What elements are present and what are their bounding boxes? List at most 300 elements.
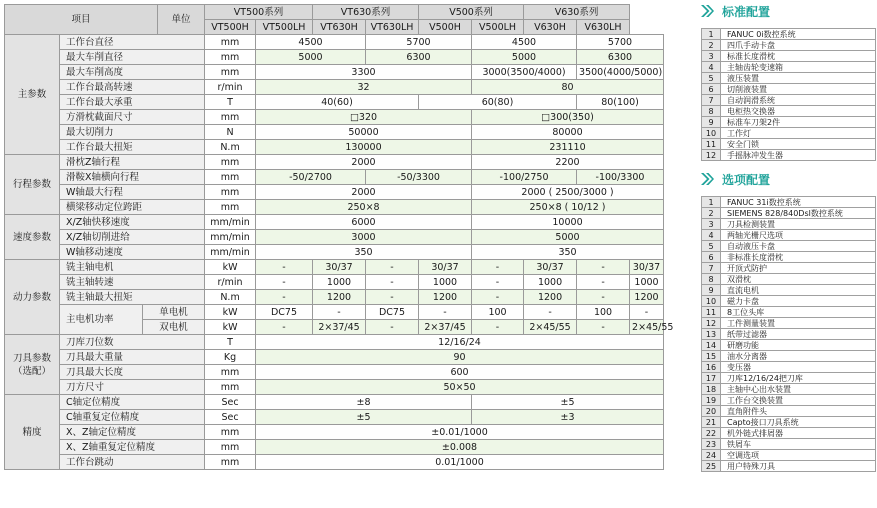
spec-row: [5, 275, 664, 290]
param-name: 横梁移动定位跨距: [60, 200, 205, 215]
param-unit: kW: [205, 260, 256, 275]
param-value: 12/16/24: [256, 335, 664, 350]
param-name: X、Z轴重复定位精度: [60, 440, 205, 455]
param-value: -: [630, 305, 664, 320]
config-item-number: 7: [702, 95, 721, 106]
param-name: X/Z轴切削进给: [60, 230, 205, 245]
param-value: 30/37: [419, 260, 472, 275]
config-item: [702, 106, 876, 117]
param-value: -50/2700: [256, 170, 366, 185]
spec-body: [5, 35, 674, 470]
standard-config-list: [701, 28, 876, 161]
config-item-label: Capto接口刀具系统: [721, 417, 876, 428]
header-series: V500系列: [419, 5, 524, 20]
config-item-label: 主轴齿轮变速箱: [721, 62, 876, 73]
param-name: C轴重复定位精度: [60, 410, 205, 425]
param-name: 主电机功率: [60, 305, 143, 335]
param-value: 30/37: [630, 260, 664, 275]
config-item-label: 工作台交换装置: [721, 395, 876, 406]
param-value: -100/2750: [472, 170, 577, 185]
spec-row: [5, 440, 664, 455]
config-item: [702, 139, 876, 150]
param-value: ±0.008: [256, 440, 664, 455]
header-model: VT630LH: [366, 20, 419, 35]
config-item: [702, 29, 876, 40]
param-value: 1000: [630, 275, 664, 290]
option-config-list: [701, 196, 876, 472]
spec-row: [5, 245, 664, 260]
config-item: [702, 230, 876, 241]
config-item-number: 20: [702, 406, 721, 417]
param-unit: mm: [205, 440, 256, 455]
config-item: [702, 51, 876, 62]
config-item-label: 切削液装置: [721, 84, 876, 95]
config-item-label: 开顶式防护: [721, 263, 876, 274]
config-item: [702, 208, 876, 219]
param-name: 最大切削力: [60, 125, 205, 140]
param-unit: mm: [205, 50, 256, 65]
standard-config-heading: 标准配置: [722, 5, 771, 19]
config-item-number: 7: [702, 263, 721, 274]
config-item: [702, 384, 876, 395]
param-unit: mm: [205, 110, 256, 125]
param-value: ±8: [256, 395, 472, 410]
config-item-number: 6: [702, 252, 721, 263]
config-item-label: 直流电机: [721, 285, 876, 296]
spec-row: [5, 125, 664, 140]
param-name: 工作台直径: [60, 35, 205, 50]
config-item: [702, 40, 876, 51]
param-value: -: [472, 320, 524, 335]
config-item-number: 6: [702, 84, 721, 95]
config-item-label: 机外链式排屑器: [721, 428, 876, 439]
config-item-number: 8: [702, 274, 721, 285]
config-item-number: 1: [702, 29, 721, 40]
config-item: [702, 329, 876, 340]
config-item-number: 17: [702, 373, 721, 384]
header-model: VT500H: [205, 20, 256, 35]
group-label: 刀具参数 （选配）: [5, 335, 60, 395]
config-item: [702, 219, 876, 230]
param-name: 铣主轴转速: [60, 275, 205, 290]
config-item: [702, 95, 876, 106]
param-unit: mm: [205, 380, 256, 395]
param-value: -: [524, 305, 577, 320]
param-value: 30/37: [524, 260, 577, 275]
param-value: 231110: [472, 140, 664, 155]
config-item: [702, 84, 876, 95]
config-item: [702, 428, 876, 439]
param-value: -50/3300: [366, 170, 472, 185]
param-value: 3300: [256, 65, 472, 80]
param-value: 80000: [472, 125, 664, 140]
param-value: 6300: [577, 50, 664, 65]
param-unit: mm: [205, 35, 256, 50]
param-name: W轴最大行程: [60, 185, 205, 200]
param-name: 工作台最大承重: [60, 95, 205, 110]
config-item-number: 11: [702, 139, 721, 150]
param-name: 刀方尺寸: [60, 380, 205, 395]
config-item-label: FANUC 0i数控系统: [721, 29, 876, 40]
param-value: -: [366, 275, 419, 290]
config-item-label: 空调选项: [721, 450, 876, 461]
config-item: [702, 373, 876, 384]
header-model: V500LH: [472, 20, 524, 35]
config-item-label: FANUC 31i数控系统: [721, 197, 876, 208]
config-item: [702, 307, 876, 318]
config-item-label: 8工位头库: [721, 307, 876, 318]
config-item-number: 8: [702, 106, 721, 117]
config-item: [702, 461, 876, 472]
param-name: 滑枕Z轴行程: [60, 155, 205, 170]
config-item-label: 变压器: [721, 362, 876, 373]
param-value: 50×50: [256, 380, 664, 395]
param-unit: kW: [205, 320, 256, 335]
param-value: -: [256, 320, 313, 335]
config-item-number: 12: [702, 150, 721, 161]
param-name: X/Z轴快移速度: [60, 215, 205, 230]
param-name: 滑鞍X轴横向行程: [60, 170, 205, 185]
param-value: 40(60): [256, 95, 419, 110]
spec-row: [5, 380, 664, 395]
config-item: [702, 263, 876, 274]
param-unit: Sec: [205, 395, 256, 410]
header-unit: 单位: [158, 5, 205, 35]
config-item-number: 9: [702, 117, 721, 128]
param-value: □300(350): [472, 110, 664, 125]
param-value: 2000: [256, 185, 472, 200]
spec-row: [5, 65, 664, 80]
param-value: -: [366, 260, 419, 275]
param-value: -: [256, 290, 313, 305]
param-name: 刀具最大重量: [60, 350, 205, 365]
config-item: [702, 62, 876, 73]
header-model: VT500LH: [256, 20, 313, 35]
param-value: 10000: [472, 215, 664, 230]
config-item: [702, 417, 876, 428]
param-value: -: [419, 305, 472, 320]
param-value: 130000: [256, 140, 472, 155]
param-value: 5700: [366, 35, 472, 50]
param-value: 2×37/45: [419, 320, 472, 335]
config-item-number: 16: [702, 362, 721, 373]
config-item-label: 手摇脉冲发生器: [721, 150, 876, 161]
config-item-label: 安全门锁: [721, 139, 876, 150]
param-value: -: [472, 275, 524, 290]
config-item-number: 4: [702, 62, 721, 73]
param-unit: kW: [205, 305, 256, 320]
config-item: [702, 241, 876, 252]
param-value: □320: [256, 110, 472, 125]
spec-row: [5, 110, 664, 125]
header-model: V500H: [419, 20, 472, 35]
config-item-label: 标准长度滑枕: [721, 51, 876, 62]
spec-row: [5, 140, 664, 155]
config-item: [702, 395, 876, 406]
config-item: [702, 351, 876, 362]
option-config-heading: 选项配置: [722, 173, 771, 187]
config-item-number: 9: [702, 285, 721, 296]
param-value: 1200: [524, 290, 577, 305]
param-value: -: [256, 275, 313, 290]
config-item-label: 主轴中心出水装置: [721, 384, 876, 395]
param-value: 5700: [577, 35, 664, 50]
param-value: 60(80): [419, 95, 577, 110]
param-value: -: [256, 260, 313, 275]
config-item-label: 双滑枕: [721, 274, 876, 285]
param-value: 1200: [313, 290, 366, 305]
config-item-number: 22: [702, 428, 721, 439]
config-item-number: 2: [702, 40, 721, 51]
param-unit: mm/min: [205, 245, 256, 260]
spec-row: [5, 215, 664, 230]
config-item-label: 工作灯: [721, 128, 876, 139]
param-unit: Sec: [205, 410, 256, 425]
config-item-label: 非标准长度滑枕: [721, 252, 876, 263]
param-unit: T: [205, 335, 256, 350]
param-value: -: [366, 320, 419, 335]
config-item-label: 自动润滑系统: [721, 95, 876, 106]
config-item: [702, 73, 876, 84]
config-item: [702, 318, 876, 329]
config-item: [702, 274, 876, 285]
spec-row: [5, 170, 664, 185]
config-item-label: 自动液压卡盘: [721, 241, 876, 252]
param-value: -: [577, 260, 630, 275]
spec-row: [5, 455, 664, 470]
config-item: [702, 150, 876, 161]
param-name: 铣主轴电机: [60, 260, 205, 275]
param-value: ±5: [472, 395, 664, 410]
param-unit: mm: [205, 185, 256, 200]
config-item-label: 研磨功能: [721, 340, 876, 351]
config-item-label: 四爪手动卡盘: [721, 40, 876, 51]
spec-row: [5, 185, 664, 200]
config-item-label: 油水分离器: [721, 351, 876, 362]
config-item: [702, 406, 876, 417]
param-unit: r/min: [205, 80, 256, 95]
param-unit: mm: [205, 155, 256, 170]
config-item-number: 12: [702, 318, 721, 329]
param-value: 4500: [256, 35, 366, 50]
config-item-label: 用户特殊刀具: [721, 461, 876, 472]
config-sidebar: [700, 0, 877, 472]
param-value: DC75: [366, 305, 419, 320]
config-item-label: 纸带过滤器: [721, 329, 876, 340]
config-item-label: 工件测量装置: [721, 318, 876, 329]
group-label: 动力参数: [5, 260, 60, 335]
config-item: [702, 340, 876, 351]
config-item-label: 刀具检测装置: [721, 219, 876, 230]
spec-row: [5, 260, 664, 275]
param-value: 5000: [472, 50, 577, 65]
param-value: 250×8: [256, 200, 472, 215]
spec-row: [5, 50, 664, 65]
config-item-number: 10: [702, 128, 721, 139]
spec-row: [5, 305, 664, 320]
spec-table: [4, 4, 674, 470]
header-model: VT630H: [313, 20, 366, 35]
param-value: 350: [472, 245, 664, 260]
config-item-number: 1: [702, 197, 721, 208]
config-item-number: 4: [702, 230, 721, 241]
param-value: 4500: [472, 35, 577, 50]
param-value: 2×45/55: [524, 320, 577, 335]
header-series: V630系列: [524, 5, 630, 20]
param-value: -: [366, 290, 419, 305]
param-value: 6300: [366, 50, 472, 65]
param-value: 80(100): [577, 95, 664, 110]
config-item-number: 10: [702, 296, 721, 307]
config-item: [702, 450, 876, 461]
config-item-number: 15: [702, 351, 721, 362]
param-unit: mm: [205, 455, 256, 470]
spec-row: [5, 425, 664, 440]
config-item-number: 2: [702, 208, 721, 219]
param-value: -: [472, 260, 524, 275]
config-item-number: 11: [702, 307, 721, 318]
param-unit: N.m: [205, 290, 256, 305]
param-name: 刀库刀位数: [60, 335, 205, 350]
param-name: 工作台最高转速: [60, 80, 205, 95]
spec-row: [5, 365, 664, 380]
spec-row: [5, 200, 664, 215]
param-value: 3000: [256, 230, 472, 245]
group-label: 速度参数: [5, 215, 60, 260]
config-item-number: 19: [702, 395, 721, 406]
group-label: 行程参数: [5, 155, 60, 215]
param-unit: T: [205, 95, 256, 110]
param-value: 100: [472, 305, 524, 320]
param-value: 100: [577, 305, 630, 320]
param-unit: mm: [205, 170, 256, 185]
param-name: 最大车削直径: [60, 50, 205, 65]
spec-row: [5, 230, 664, 245]
spec-row: [5, 290, 664, 305]
param-value: ±3: [472, 410, 664, 425]
config-item: [702, 296, 876, 307]
param-value: 1200: [419, 290, 472, 305]
param-value: 1200: [630, 290, 664, 305]
group-label: 精度: [5, 395, 60, 470]
param-value: ±5: [256, 410, 472, 425]
param-value: 2000 ( 2500/3000 ): [472, 185, 664, 200]
param-value: -: [577, 290, 630, 305]
param-name: 刀具最大长度: [60, 365, 205, 380]
config-item: [702, 128, 876, 139]
option-config-title: [700, 168, 877, 190]
config-item-number: 5: [702, 73, 721, 84]
config-item-number: 18: [702, 384, 721, 395]
config-item-number: 3: [702, 51, 721, 62]
param-unit: N.m: [205, 140, 256, 155]
param-name: W轴移动速度: [60, 245, 205, 260]
config-item: [702, 117, 876, 128]
param-value: -: [472, 290, 524, 305]
config-item-label: 磁力卡盘: [721, 296, 876, 307]
param-value: 600: [256, 365, 664, 380]
param-value: -100/3300: [577, 170, 664, 185]
spec-row: [5, 395, 664, 410]
param-name: X、Z轴定位精度: [60, 425, 205, 440]
param-value: -: [577, 320, 630, 335]
param-unit: Kg: [205, 350, 256, 365]
header-item: 项目: [5, 5, 158, 35]
param-unit: mm: [205, 200, 256, 215]
config-item: [702, 252, 876, 263]
standard-config-title: [700, 0, 877, 22]
param-value: 2×37/45: [313, 320, 366, 335]
param-name: 最大车削高度: [60, 65, 205, 80]
spec-row: [5, 35, 664, 50]
config-item-number: 14: [702, 340, 721, 351]
param-unit: r/min: [205, 275, 256, 290]
param-unit: mm: [205, 425, 256, 440]
param-value: 90: [256, 350, 664, 365]
param-name: 工作台最大扭矩: [60, 140, 205, 155]
spec-row: [5, 350, 664, 365]
param-unit: mm: [205, 65, 256, 80]
param-name: 工作台跳动: [60, 455, 205, 470]
param-value: 6000: [256, 215, 472, 230]
param-value: -: [313, 305, 366, 320]
param-unit: mm/min: [205, 215, 256, 230]
config-item-label: 铁屑车: [721, 439, 876, 450]
param-value: 250×8 ( 10/12 ): [472, 200, 664, 215]
config-item-label: 标准车刀架2件: [721, 117, 876, 128]
config-item-label: 两轴光栅尺选项: [721, 230, 876, 241]
param-value: 5000: [256, 50, 366, 65]
param-value: 2000: [256, 155, 472, 170]
config-item-label: 液压装置: [721, 73, 876, 84]
header-series: VT500系列: [205, 5, 313, 20]
param-value: 3500(4000/5000): [577, 65, 664, 80]
param-value: 1000: [524, 275, 577, 290]
spec-row: [5, 410, 664, 425]
param-unit: mm: [205, 365, 256, 380]
group-label: 主参数: [5, 35, 60, 155]
config-item: [702, 439, 876, 450]
double-chevron-right-icon: [700, 172, 714, 186]
param-value: 1000: [313, 275, 366, 290]
param-name: 方滑枕截面尺寸: [60, 110, 205, 125]
param-unit: mm/min: [205, 230, 256, 245]
param-value: 350: [256, 245, 472, 260]
param-value: -: [577, 275, 630, 290]
param-value: DC75: [256, 305, 313, 320]
config-item: [702, 197, 876, 208]
config-item-number: 25: [702, 461, 721, 472]
header-model: V630H: [524, 20, 577, 35]
spec-row: [5, 95, 664, 110]
config-item-number: 24: [702, 450, 721, 461]
param-value: 1000: [419, 275, 472, 290]
double-chevron-right-icon: [700, 4, 714, 18]
config-item-number: 5: [702, 241, 721, 252]
config-item: [702, 362, 876, 373]
param-value: 30/37: [313, 260, 366, 275]
param-value: 5000: [472, 230, 664, 245]
spec-row: [5, 80, 664, 95]
config-item-label: SIEMENS 828/840Dsl数控系统: [721, 208, 876, 219]
param-name: 铣主轴最大扭矩: [60, 290, 205, 305]
config-item-label: 刀库12/16/24把刀库: [721, 373, 876, 384]
param-subname: 双电机: [143, 320, 205, 335]
param-value: 80: [472, 80, 664, 95]
param-value: 3000(3500/4000): [472, 65, 577, 80]
param-unit: N: [205, 125, 256, 140]
config-item-label: 电柜热交换器: [721, 106, 876, 117]
